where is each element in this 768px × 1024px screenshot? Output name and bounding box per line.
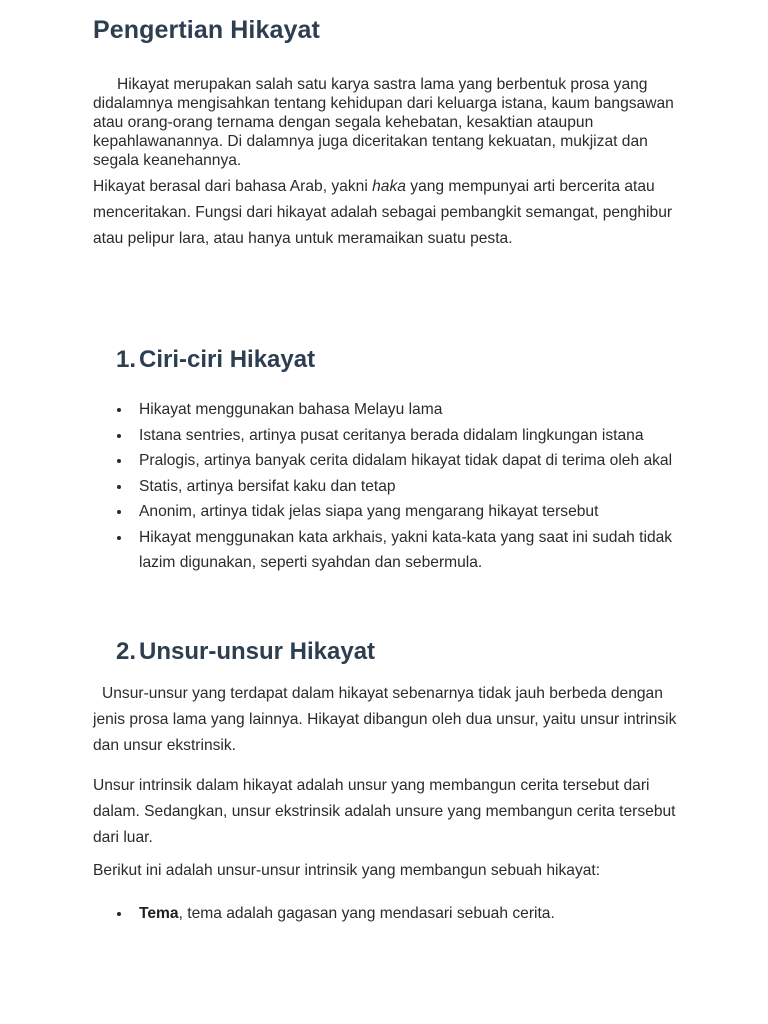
section-title: Unsur-unsur Hikayat (139, 638, 376, 665)
list-item: Anonim, artinya tidak jelas siapa yang mengarang hikayat tersebut (93, 499, 703, 525)
unsur-intrinsik-list (93, 901, 703, 927)
section-number: 1. (116, 346, 137, 373)
origin-text-start: Hikayat berasal dari bahasa Arab, yakni (93, 178, 373, 195)
list-item: Pralogis, artinya banyak cerita didalam hikayat tidak dapat di terima oleh akal (93, 448, 703, 474)
origin-text-end: yang mempunyai arti bercerita atau menceritakan. Fungsi dari hikayat adalah sebagai pembangkit semangat, penghibur atau pelipur lara, atau hanya untuk meramaikan suatu pesta. (93, 178, 673, 247)
unsur-paragraph-3: Berikut ini adalah unsur-unsur intrinsik yang membangun sebuah hikayat: (93, 862, 601, 879)
list-item: Istana sentries, artinya pusat ceritanya berada didalam lingkungan istana (93, 423, 703, 449)
intro-text: Hikayat merupakan salah satu karya sastra lama yang berbentuk prosa yang didalamnya mengisahkan tentang kehidupan dari keluarga istana, kaum bangsawan atau orang-orang ternama dengan segala kehebatan, kesaktian ataupun kepahlawanannya. Di dalamnya juga diceritakan tentang kekuatan, mukjizat dan segala keanehannya. (93, 76, 674, 169)
intro-paragraph (93, 75, 698, 170)
list-item (93, 901, 703, 927)
page-title: Pengertian Hikayat (93, 16, 320, 44)
list-item-text: , tema adalah gagasan yang mendasari sebuah cerita. (178, 905, 555, 922)
origin-italic-term: haka (372, 178, 406, 195)
ciri-list (93, 397, 703, 576)
list-item: Hikayat menggunakan bahasa Melayu lama (93, 397, 703, 423)
unsur-paragraph-1: Unsur-unsur yang terdapat dalam hikayat sebenarnya tidak jauh berbeda dengan jenis prosa lama yang lainnya. Hikayat dibangun oleh dua unsur, yaitu unsur intrinsik dan unsur ekstrinsik. (93, 685, 677, 754)
section-heading-unsur (116, 638, 375, 666)
list-item-term: Tema (139, 905, 179, 922)
list-item: Hikayat menggunakan kata arkhais, yakni kata-kata yang saat ini sudah tidak lazim digunakan, seperti syahdan dan sebermula. (93, 525, 703, 576)
unsur-paragraph-2: Unsur intrinsik dalam hikayat adalah unsur yang membangun cerita tersebut dari dalam. Sedangkan, unsur ekstrinsik adalah unsure yang membangun cerita tersebut dari luar. (93, 777, 676, 846)
section-title: Ciri-ciri Hikayat (139, 346, 316, 373)
origin-paragraph (93, 174, 698, 252)
section-heading-ciri (116, 346, 315, 374)
section-number: 2. (116, 638, 137, 665)
list-item: Statis, artinya bersifat kaku dan tetap (93, 474, 703, 500)
